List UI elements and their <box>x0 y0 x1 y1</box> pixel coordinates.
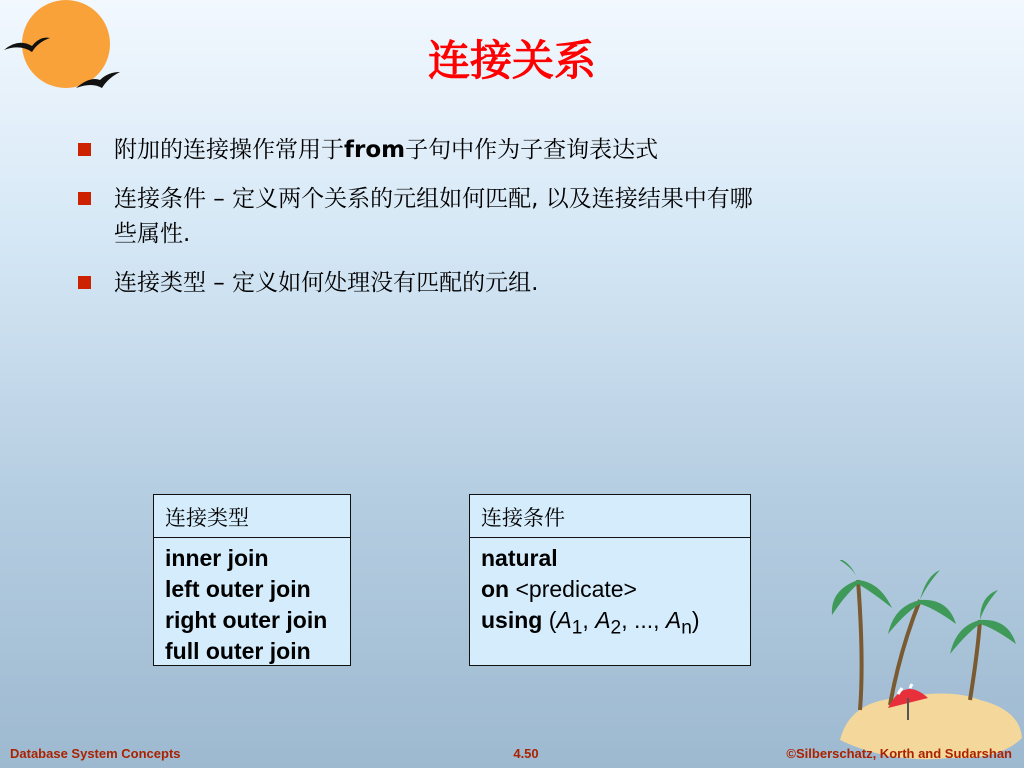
ellipsis: , ..., <box>621 607 666 633</box>
join-conditions-header: 连接条件 <box>470 495 750 538</box>
footer-page-number: 4.50 <box>513 746 539 761</box>
join-types-list <box>154 538 350 667</box>
bullet-text: 附加的连接操作常用于 <box>114 137 344 163</box>
open-paren: ( <box>548 607 557 633</box>
join-type-item: left outer join <box>165 576 311 602</box>
footer-book-title: Database System Concepts <box>10 746 181 761</box>
join-type-item: full outer join <box>165 638 311 664</box>
bullet-item <box>78 266 938 301</box>
join-condition-using <box>481 605 750 644</box>
join-types-box <box>153 494 351 666</box>
subscript-n: n <box>681 617 692 639</box>
palm-island-icon <box>830 560 1024 768</box>
bullet-list <box>78 133 938 315</box>
bullet-text: 些属性. <box>114 221 191 247</box>
attr-an: A <box>665 607 682 633</box>
footer-copyright: ©Silberschatz, Korth and Sudarshan <box>786 746 1012 761</box>
join-types-header: 连接类型 <box>154 495 350 538</box>
subscript-2: 2 <box>610 617 622 639</box>
join-conditions-list <box>470 538 750 644</box>
bullet-item <box>78 182 938 252</box>
attr-a1: A <box>556 607 572 633</box>
square-bullet-icon <box>78 143 91 156</box>
on-keyword: on <box>481 576 510 602</box>
join-condition-natural: natural <box>481 545 558 571</box>
bullet-keyword: from <box>344 137 406 163</box>
attr-a2: A <box>595 607 611 633</box>
join-conditions-box <box>469 494 751 666</box>
bullet-item <box>78 133 938 168</box>
using-keyword: using <box>481 607 543 633</box>
on-predicate: <predicate> <box>515 576 637 602</box>
separator: , <box>582 607 596 633</box>
bullet-text: 子句中作为子查询表达式 <box>405 137 659 163</box>
join-type-item: right outer join <box>165 607 328 633</box>
join-type-item: inner join <box>165 545 269 571</box>
square-bullet-icon <box>78 192 91 205</box>
bullet-text: 连接类型 – 定义如何处理没有匹配的元组. <box>114 270 539 296</box>
subscript-1: 1 <box>571 617 583 639</box>
join-condition-on <box>481 574 750 605</box>
slide-title: 连接关系 <box>427 36 596 85</box>
close-paren: ) <box>691 607 700 633</box>
square-bullet-icon <box>78 276 91 289</box>
bullet-text: 连接条件 – 定义两个关系的元组如何匹配, 以及连接结果中有哪 <box>114 186 753 212</box>
